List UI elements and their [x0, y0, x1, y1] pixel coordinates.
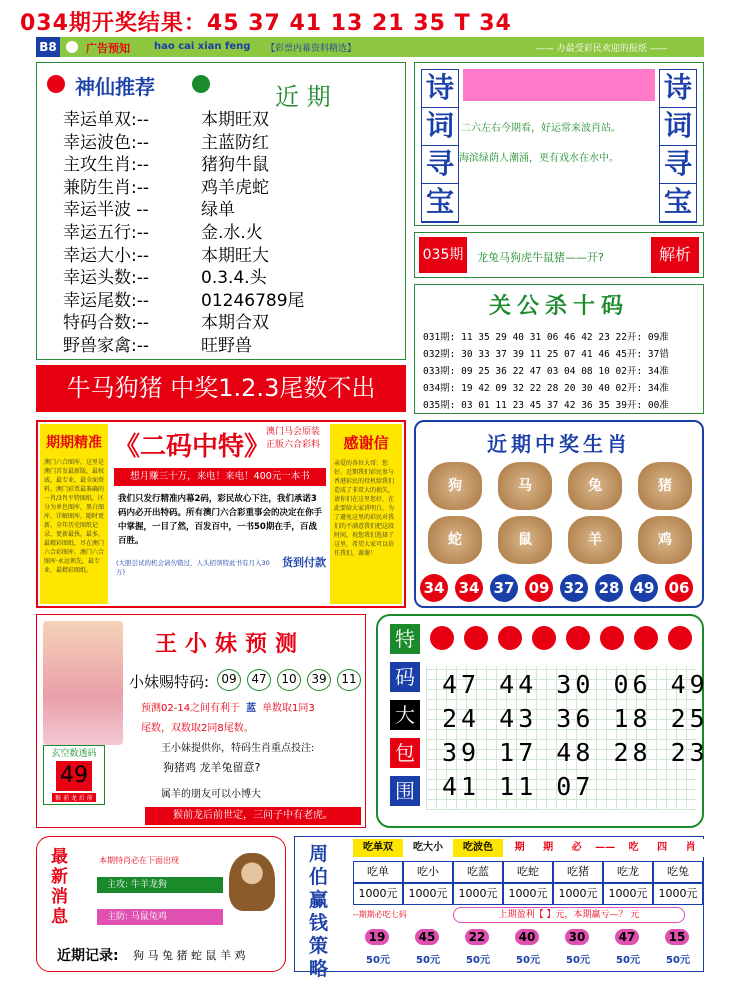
- strategy-head: 吃大小: [403, 839, 453, 857]
- strategy-head: 四: [646, 839, 679, 857]
- news-zhufang: 主防: 马鼠兔鸡: [97, 909, 223, 925]
- shenxian-value: 主蓝防红: [201, 132, 269, 153]
- jiexi-button[interactable]: 解析: [651, 237, 699, 273]
- page-number: B8: [36, 37, 60, 57]
- baowei-row: 41 11 07: [442, 772, 595, 801]
- shenxian-value: 本期合双: [201, 313, 269, 334]
- guangong-title: 关公杀十码: [488, 294, 629, 319]
- ad-right-title: 感谢信: [343, 434, 389, 452]
- red-dot-icon: [464, 626, 488, 650]
- red-banner: 牛马狗猪 中奖1.2.3尾数不出: [36, 365, 406, 412]
- xuan-box: [43, 745, 105, 805]
- red-dot-icon: [430, 626, 454, 650]
- ad-body: 我们只发行精准内幕2码，彩民故心下注，我们承诺3码内必开出特码。所有澳门六合彩重事会的决定在你手中掌握，一目了然，百发百中，一书50期在手，百战百胜。: [118, 494, 323, 546]
- strategy-note: --期期必吃七码: [353, 910, 407, 919]
- strategy-amount: 1000元: [603, 883, 653, 905]
- poem-line-2: 海滨绿荫人潮涌，更有戏水在水中。: [459, 153, 619, 164]
- strategy-item: 吃猪: [553, 861, 603, 883]
- poem-char: 寻: [422, 146, 458, 184]
- shenxian-key: 幸运半波 --: [63, 200, 149, 221]
- strategy-small-amount: 50元: [616, 955, 640, 966]
- strategy-amount: 1000元: [503, 883, 553, 905]
- shenxian-row: [63, 263, 403, 289]
- strategy-small-amount: 50元: [516, 955, 540, 966]
- guangong-row: 033期: 09 25 36 22 47 03 04 08 10 02开: 34准: [423, 366, 669, 377]
- baowei-char: 特: [390, 624, 420, 654]
- shenxian-key: 野兽家禽:--: [63, 336, 149, 356]
- zodiac-title: 近期中奖生肖: [487, 432, 631, 456]
- shenxian-value: 绿单: [201, 200, 235, 221]
- shenxian-row: [63, 286, 403, 311]
- guangong-row: 035期: 03 01 11 23 45 37 42 36 35 39开: 00准: [423, 400, 669, 411]
- shenxian-key: 兼防生肖:--: [63, 177, 149, 198]
- strategy-title: 周伯赢钱策略: [309, 843, 329, 980]
- shenxian-value: 01246789尾: [201, 290, 305, 311]
- strategy-item: 吃蛇: [503, 861, 553, 883]
- strategy-head: 期: [503, 839, 536, 857]
- strategy-amount: 1000元: [353, 883, 403, 905]
- wang-label: 小妹赐特码:: [129, 673, 210, 691]
- wang-title: 王小妹预测: [155, 632, 306, 657]
- wang-code: 47: [247, 669, 271, 691]
- shenxian-value: 本期旺双: [201, 110, 269, 130]
- shenxian-row: [63, 241, 403, 266]
- top-bar: [36, 37, 704, 57]
- guangong-row: 031期: 11 35 29 40 31 06 46 42 23 22开: 09准: [423, 332, 669, 343]
- strategy-amount: 1000元: [453, 883, 503, 905]
- poem-left-column: [421, 69, 459, 223]
- animal-image: 马: [498, 462, 552, 510]
- shenxian-key: 幸运大小:--: [63, 245, 149, 266]
- baowei-char: 围: [390, 776, 420, 806]
- animal-image: 鸡: [638, 516, 692, 564]
- ad-left-text: 澳门六合图库，这里是澳门首发最新版，最权威，最专业，最全面资料，澳门彩票最准确的一肖/3肖平特图纸，区分为单色图库，黑白图库，详解图库，随时更新，全年历史图纸记录，更新最快，最多，最精彩图纸，尽在澳门六合彩图库，澳门六合图库·永远领先，最专业，最精彩图纸。: [44, 459, 105, 574]
- red-dot-icon: [532, 626, 556, 650]
- green-dot-icon: [192, 75, 210, 93]
- red-dot-icon: [634, 626, 658, 650]
- poem-char: 宝: [422, 184, 458, 222]
- animal-image: 羊: [568, 516, 622, 564]
- wang-code: 11: [337, 669, 361, 691]
- ad-headline: 《二码中特》: [114, 432, 271, 462]
- poem-answer: 龙兔马狗虎牛鼠猪——开?: [477, 251, 604, 264]
- zodiac-panel: [414, 420, 704, 608]
- strategy-profit: 上期盈利【 】元，本期赢亏—？ 元: [453, 907, 685, 923]
- baowei-char: 大: [390, 700, 420, 730]
- wang-line2: 尾数，双数取2同8尾数。: [141, 723, 254, 734]
- strategy-head: 期: [532, 839, 565, 857]
- red-dot-icon: [600, 626, 624, 650]
- baowei-char: 包: [390, 738, 420, 768]
- header: [0, 0, 740, 38]
- zodiac-number-ball: 06: [665, 574, 693, 602]
- poem-right-column: [659, 69, 697, 223]
- strategy-amount: 1000元: [553, 883, 603, 905]
- red-dot-icon: [668, 626, 692, 650]
- ad-tel: 货到付款: [282, 556, 326, 569]
- wang-line1b: 蓝: [246, 703, 257, 714]
- ad-left: [40, 424, 108, 604]
- shenxian-row: [63, 150, 403, 176]
- guangong-rows: [423, 329, 699, 414]
- poem-char: 诗: [422, 70, 458, 108]
- wang-line1c: 单数取1同3: [262, 703, 315, 714]
- animal-image: 鼠: [498, 516, 552, 564]
- poem-char: 寻: [660, 146, 696, 184]
- animal-image: 兔: [568, 462, 622, 510]
- strategy-small-amount: 50元: [416, 955, 440, 966]
- strategy-number: 30: [565, 929, 589, 945]
- shenxian-panel: [36, 62, 406, 360]
- wang-code: 10: [277, 669, 301, 691]
- draw-result-title: 034期开奖结果：45 37 41 13 21 35 T 34: [20, 11, 512, 36]
- strategy-panel: [294, 836, 704, 980]
- zodiac-number-ball: 34: [420, 574, 448, 602]
- animal-image: 狗: [428, 462, 482, 510]
- dot-icon: [66, 41, 78, 53]
- topbar-sub: 【彩票内幕资料精选】: [266, 44, 357, 54]
- wang-line1: [141, 699, 315, 714]
- poem-char: 宝: [660, 184, 696, 222]
- animal-image: 蛇: [428, 516, 482, 564]
- strategy-small-amount: 50元: [566, 955, 590, 966]
- strategy-head: 吃波色: [453, 839, 503, 857]
- poem-pink-block: [463, 69, 655, 101]
- news-zhugong: 主攻: 牛羊龙狗: [97, 877, 223, 893]
- strategy-number: 45: [415, 929, 439, 945]
- strategy-head: 吃: [617, 839, 650, 857]
- strategy-head: 必: [560, 839, 593, 857]
- red-dot-icon: [47, 75, 65, 93]
- poem-char: 词: [422, 108, 458, 146]
- shenxian-key: 主攻生肖:--: [63, 155, 149, 176]
- zodiac-number-ball: 34: [455, 574, 483, 602]
- shenxian-row: [63, 308, 403, 334]
- poem-issue: 035期: [419, 237, 467, 273]
- shenxian-value: 猪狗牛鼠: [201, 155, 269, 176]
- topbar-slogan: —— 办最受彩民欢迎的报纸 ——: [536, 44, 668, 54]
- monkey-image: [229, 853, 275, 911]
- shenxian-row: [63, 128, 403, 153]
- shenxian-key: 幸运尾数:--: [63, 290, 149, 311]
- strategy-head: 肖: [674, 839, 707, 857]
- strategy-item: 吃兔: [653, 861, 703, 883]
- news-title: 最新消息: [51, 847, 68, 927]
- shenxian-key: 幸运头数:--: [63, 268, 149, 289]
- poem-char: 诗: [660, 70, 696, 108]
- ad-right: [330, 424, 402, 604]
- topbar-label: 广告预知: [86, 42, 130, 55]
- strategy-number: 47: [615, 929, 639, 945]
- shenxian-subtitle: 近 期: [275, 83, 331, 111]
- strategy-head: 吃单双: [353, 839, 403, 857]
- ad-panel: [36, 420, 406, 608]
- animal-image: 猪: [638, 462, 692, 510]
- strategy-number: 19: [365, 929, 389, 945]
- news-recent: 狗 马 兔 猪 蛇 鼠 羊 鸡: [133, 949, 246, 962]
- xuan-number: 49: [56, 761, 92, 791]
- guangong-panel: [414, 284, 704, 414]
- guangong-row: 032期: 30 33 37 39 11 25 07 41 46 45开: 37错: [423, 349, 669, 360]
- strategy-item: 吃蓝: [453, 861, 503, 883]
- shenxian-row: [63, 331, 403, 356]
- wang-line3: 王小妹提供你，特码生肖重点投注:: [161, 743, 315, 754]
- zodiac-number-ball: 32: [560, 574, 588, 602]
- news-recent-label: 近期记录:: [57, 948, 119, 964]
- baowei-row: 24 43 36 18 25: [442, 704, 709, 733]
- baowei-panel: [376, 614, 709, 828]
- ad-side: 澳门马会原装正版六合彩料: [266, 427, 321, 450]
- baowei-row: 39 17 48 28 23: [442, 738, 709, 767]
- strategy-small-amount: 50元: [466, 955, 490, 966]
- news-hint: 本期特肖必在下面出现: [99, 856, 179, 865]
- poem-answer-bar: [414, 232, 704, 278]
- strategy-small-amount: 50元: [666, 955, 690, 966]
- shenxian-title: 神仙推荐: [75, 75, 155, 99]
- shenxian-value: 本期旺大: [201, 245, 269, 266]
- wang-line1a: 预测02-14之间有利于: [141, 703, 241, 714]
- shenxian-key: 幸运五行:--: [63, 223, 149, 243]
- strategy-amount: 1000元: [653, 883, 703, 905]
- shenxian-row: [63, 195, 403, 221]
- poem-panel: [414, 62, 704, 226]
- strategy-item: 吃单: [353, 861, 403, 883]
- poem-line-1: 二六左右今期看，好运常来波肖站。: [461, 123, 621, 134]
- shenxian-row: [63, 173, 403, 198]
- news-panel: [36, 836, 286, 972]
- baowei-row: 47 44 30 06 49: [442, 670, 709, 699]
- strategy-head: ——: [589, 839, 622, 857]
- strategy-small-amount: 50元: [366, 955, 390, 966]
- shenxian-value: 0.3.4.头: [201, 268, 267, 289]
- portrait-image: [43, 621, 123, 745]
- baowei-char: 码: [390, 662, 420, 692]
- ad-sub: 想月赚三十万，来电！来电！400元一本书: [114, 468, 326, 486]
- strategy-number: 15: [665, 929, 689, 945]
- baowei-chars: [390, 624, 420, 814]
- strategy-item: 吃小: [403, 861, 453, 883]
- shenxian-value: 鸡羊虎蛇: [201, 177, 269, 198]
- red-dot-icon: [498, 626, 522, 650]
- strategy-item: 吃龙: [603, 861, 653, 883]
- poem-char: 词: [660, 108, 696, 146]
- shenxian-row: [63, 105, 403, 130]
- xuan-foot: 猴 前 龙 后 前: [52, 793, 96, 802]
- wang-bottom: 猴前龙后前世定，三问子中有老虎。: [145, 807, 361, 825]
- red-dot-icon: [566, 626, 590, 650]
- shenxian-key: 幸运单双:--: [63, 110, 149, 130]
- shenxian-key: 幸运波色:--: [63, 132, 149, 153]
- xuan-label: 玄空数透码: [51, 749, 97, 759]
- ad-left-title: 期期精准: [46, 435, 102, 451]
- zodiac-number-ball: 49: [630, 574, 658, 602]
- guangong-row: 034期: 19 42 09 32 22 28 20 30 40 02开: 34准: [423, 383, 669, 394]
- shenxian-value: 旺野兽: [201, 336, 252, 356]
- shenxian-key: 特码合数:--: [63, 313, 149, 334]
- strategy-number: 22: [465, 929, 489, 945]
- zodiac-number-ball: 37: [490, 574, 518, 602]
- wang-line5: 属羊的朋友可以小博大: [161, 789, 261, 800]
- wang-panel: [36, 614, 366, 828]
- ad-right-text: 亲爱的各位大哥：您好。近期我们彩民参与香港彩民的投机给我们造成了非常大的损失，请你们在这里您好，在此要给大家讲明白，为了避免这里的彩民对我们的不满意我们把这段时间，祝您我们选择了这里，希望大家可以信任我们，谢谢！: [334, 460, 395, 557]
- strategy-amount: 1000元: [403, 883, 453, 905]
- baowei-grid: [426, 666, 709, 810]
- strategy-number: 40: [515, 929, 539, 945]
- zodiac-number-ball: 09: [525, 574, 553, 602]
- topbar-pinyin: hao cai xian feng: [154, 41, 251, 52]
- wang-line4: 狗猪鸡 龙羊兔留意?: [163, 761, 261, 774]
- wang-code: 09: [217, 669, 241, 691]
- shenxian-row: [63, 218, 403, 243]
- wang-code: 39: [307, 669, 331, 691]
- ad-foot: (大胆尝试的机会请勿错过，人头招领特此书有月入30万): [116, 559, 270, 576]
- zodiac-number-ball: 28: [595, 574, 623, 602]
- shenxian-value: 金.水.火: [201, 223, 263, 243]
